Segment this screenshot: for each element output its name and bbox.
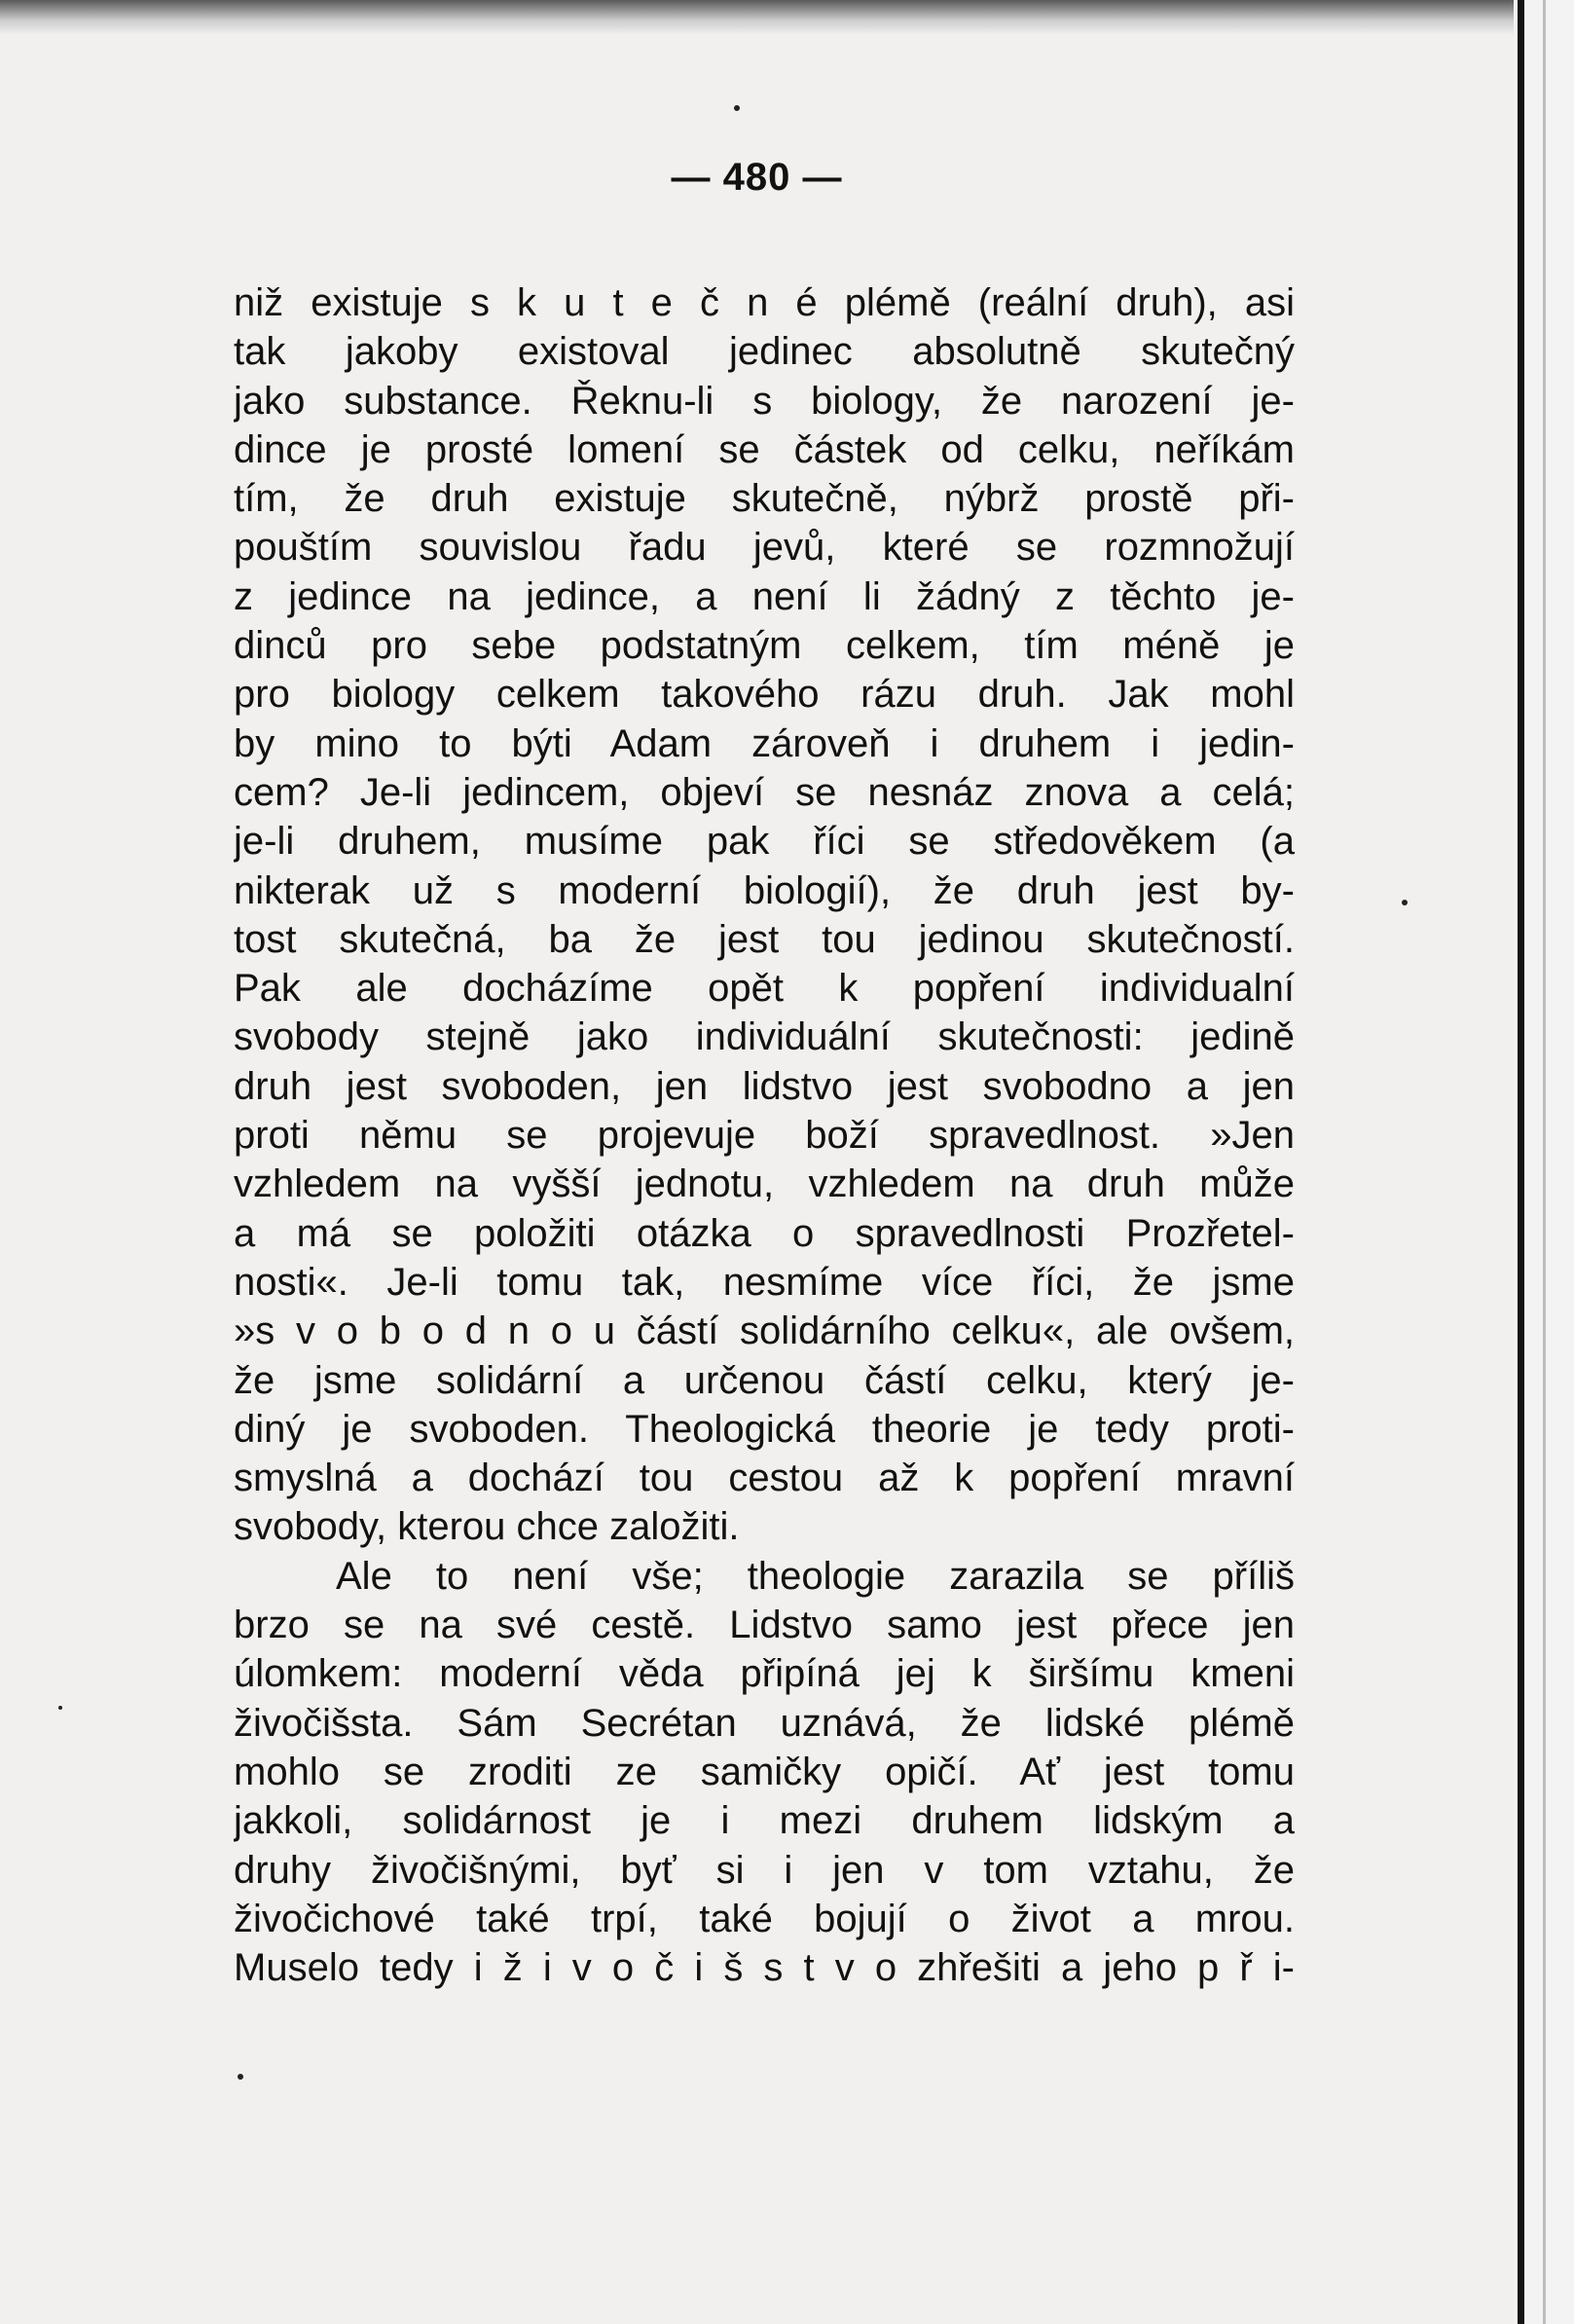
text-line: niž existuje s k u t e č n é plémě (reální druh), asi — [234, 281, 1295, 324]
text-line: živočichové také trpí, také bojují o život a mrou. — [234, 1897, 1295, 1940]
text-line: »s v o b o d n o u částí solidárního celku«, ale ovšem, — [234, 1310, 1295, 1353]
text-line: jakkoli, solidárnost je i mezi druhem lidským a — [234, 1799, 1295, 1843]
text-line: nosti«. Je-li tomu tak, nesmíme více říci, že jsme — [234, 1260, 1295, 1304]
book-binding-edge — [1514, 0, 1574, 2324]
text-line: Ale to není vše; theologie zarazila se příliš — [336, 1554, 1295, 1598]
text-line: je-li druhem, musíme pak říci se středověkem (a — [234, 820, 1295, 864]
text-line: Pak ale docházíme opět k popření individualní — [234, 967, 1295, 1011]
scan-top-edge — [0, 0, 1514, 35]
text-line: pouštím souvislou řadu jevů, které se rozmnožují — [234, 526, 1295, 570]
text-line: vzhledem na vyšší jednotu, vzhledem na druh může — [234, 1162, 1295, 1206]
text-line: z jedince na jedince, a není li žádný z těchto je- — [234, 574, 1295, 618]
text-line: živočišsta. Sám Secrétan uznává, že lidské plémě — [234, 1701, 1295, 1745]
text-line: cem? Je-li jedincem, objeví se nesnáz znova a celá; — [234, 770, 1295, 814]
text-line: svobody stejně jako individuální skutečnosti: jedině — [234, 1015, 1295, 1059]
text-line: brzo se na své cestě. Lidstvo samo jest přece jen — [234, 1604, 1295, 1647]
scan-speck — [58, 1706, 62, 1710]
text-line: jako substance. Řeknu-li s biology, že narození je- — [234, 379, 1295, 423]
scan-speck — [1402, 900, 1408, 905]
text-line: Muselo tedy i ž i v o č i š s t v o zhřešiti a jeho p ř i- — [234, 1946, 1295, 1990]
binding-line — [1518, 0, 1524, 2324]
text-line: druh jest svoboden, jen lidstvo jest svobodno a jen — [234, 1064, 1295, 1108]
text-line: svobody, kterou chce založiti. — [234, 1505, 740, 1549]
text-line: a má se položiti otázka o spravedlnosti Prozřetel- — [234, 1211, 1295, 1255]
text-line: tost skutečná, ba že jest tou jedinou skutečností. — [234, 917, 1295, 961]
text-line: nikterak už s moderní biologií), že druh jest by- — [234, 868, 1295, 912]
text-line: tak jakoby existoval jedinec absolutně skutečný — [234, 330, 1295, 374]
text-line: úlomkem: moderní věda připíná jej k širšímu kmeni — [234, 1652, 1295, 1696]
text-line: že jsme solidární a určenou částí celku, který je- — [234, 1358, 1295, 1402]
text-line: diný je svoboden. Theologická theorie je tedy proti- — [234, 1407, 1295, 1451]
text-line: tím, že druh existuje skutečně, nýbrž prostě při- — [234, 477, 1295, 521]
scan-speck — [238, 2074, 243, 2080]
text-line: smyslná a dochází tou cestou až k popření mravní — [234, 1457, 1295, 1500]
text-line: by mino to býti Adam zároveň i druhem i jedin- — [234, 721, 1295, 765]
binding-line — [1543, 0, 1546, 2324]
text-line: druhy živočišnými, byť si i jen v tom vztahu, že — [234, 1848, 1295, 1892]
text-line: dinců pro sebe podstatným celkem, tím méně je — [234, 624, 1295, 668]
page-number: — 480 — — [671, 156, 843, 199]
text-line: mohlo se zroditi ze samičky opičí. Ať jest tomu — [234, 1750, 1295, 1793]
text-line: proti němu se projevuje boží spravedlnost. »Jen — [234, 1114, 1295, 1158]
body-text — [234, 278, 1295, 1992]
text-line: pro biology celkem takového rázu druh. Jak mohl — [234, 673, 1295, 717]
scan-speck — [734, 105, 740, 111]
text-line: dince je prosté lomení se částek od celku, neříkám — [234, 427, 1295, 471]
